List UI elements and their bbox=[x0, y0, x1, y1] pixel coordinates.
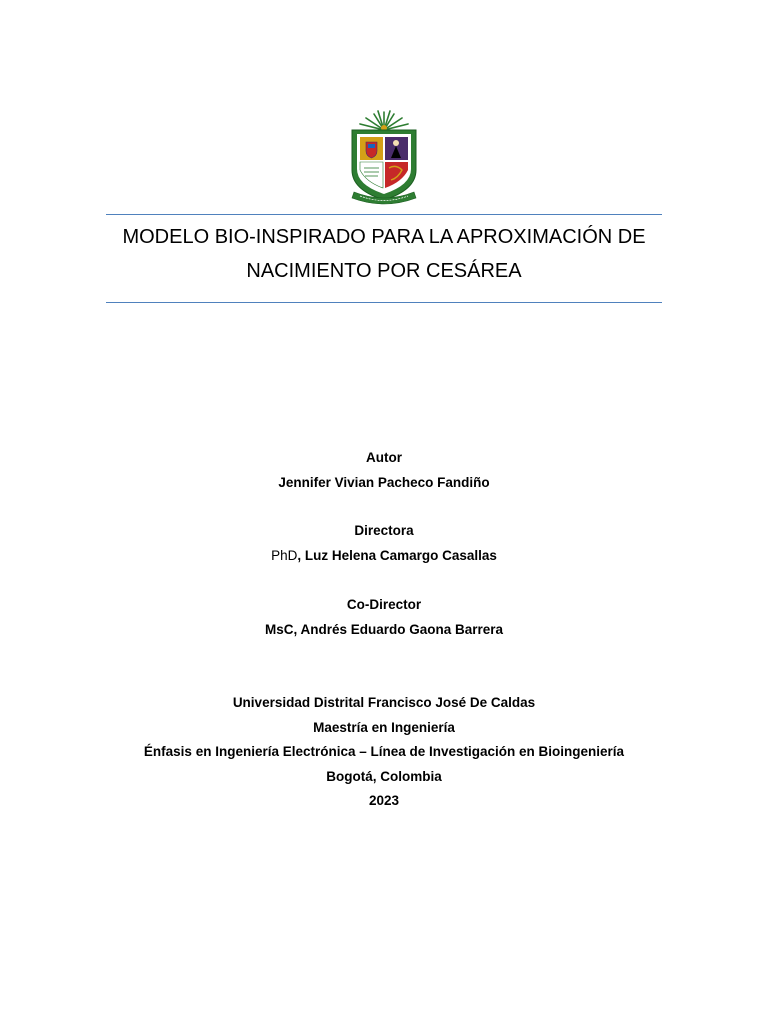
university-name: Universidad Distrital Francisco José De Caldas bbox=[232, 695, 536, 710]
codirector-name: MsC, Andrés Eduardo Gaona Barrera bbox=[264, 621, 504, 637]
director-degree: PhD bbox=[271, 547, 298, 563]
director-label: Directora bbox=[354, 523, 414, 538]
codirector-section bbox=[0, 593, 768, 642]
thesis-title-line-1: MODELO BIO-INSPIRADO PARA LA APROXIMACIÓN DE bbox=[122, 226, 646, 248]
year: 2023 bbox=[368, 793, 400, 808]
university-crest-icon bbox=[344, 108, 424, 208]
author-name: Jennifer Vivian Pacheco Fandiño bbox=[278, 474, 490, 490]
director-section bbox=[0, 519, 768, 568]
thesis-title bbox=[106, 220, 662, 288]
title-top-rule bbox=[106, 214, 662, 215]
institution-section bbox=[0, 691, 768, 814]
thesis-title-line-2: NACIMIENTO POR CESÁREA bbox=[246, 260, 522, 282]
codirector-label: Co-Director bbox=[346, 597, 422, 612]
author-label: Autor bbox=[366, 450, 402, 465]
location: Bogotá, Colombia bbox=[326, 768, 442, 784]
emphasis-line: Énfasis en Ingeniería Electrónica – Línea de Investigación en Bioingeniería bbox=[143, 744, 625, 759]
author-section bbox=[0, 446, 768, 495]
program-name: Maestría en Ingeniería bbox=[313, 719, 455, 735]
title-bottom-rule bbox=[106, 302, 662, 303]
director-name-line bbox=[0, 544, 768, 569]
director-name: , Luz Helena Camargo Casallas bbox=[297, 547, 497, 563]
